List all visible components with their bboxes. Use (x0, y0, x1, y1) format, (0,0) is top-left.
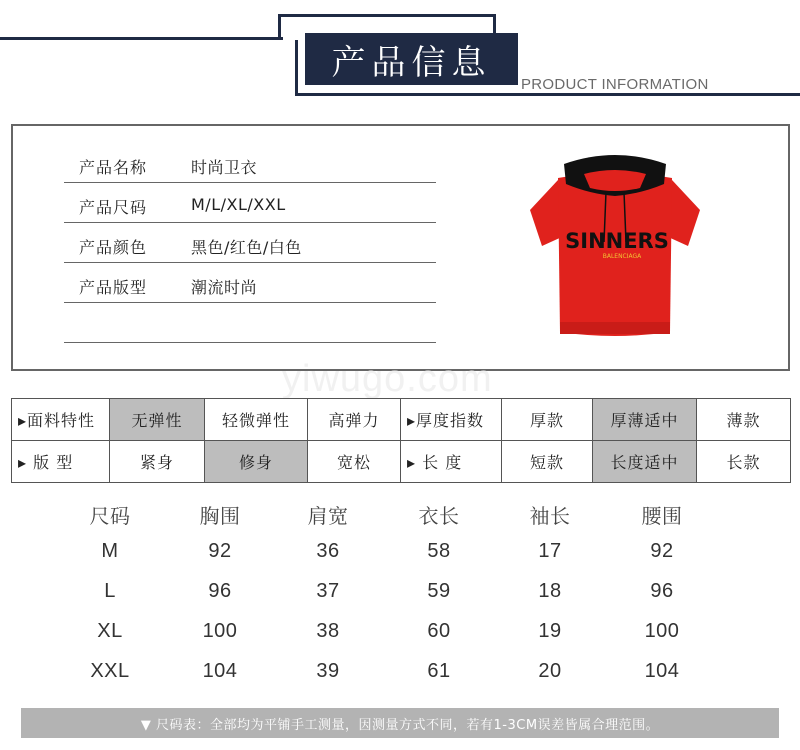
size-cell: 37 (316, 580, 340, 602)
size-header-length: 衣长 (418, 504, 460, 528)
size-table (55, 500, 745, 700)
attr-header-thickness: ▸厚度指数 (401, 399, 502, 441)
header-frame-left (278, 14, 281, 40)
info-label: 产品颜色 (79, 238, 148, 257)
header-frame-connector (295, 40, 298, 95)
size-header-shoulder: 肩宽 (307, 504, 349, 528)
header-rule-left (0, 37, 283, 40)
print-sub: BALENCIAGA (602, 253, 642, 260)
attr-option-medium-length: 长度适中 (593, 441, 697, 483)
size-cell: 96 (208, 580, 232, 602)
size-footnote: ▼ 尺码表：全部均为平铺手工测量，因测量方式不同，若有1-3CM误差皆属合理范围。 (21, 708, 779, 738)
attr-header-length: ▸ 长 度 (401, 441, 502, 483)
hood-inner (584, 170, 646, 191)
attr-option-slim: 修身 (205, 441, 308, 483)
info-value: 黑色/红色/白色 (191, 238, 302, 257)
size-cell: 20 (538, 660, 562, 682)
attr-header-fit: ▸ 版 型 (12, 441, 110, 483)
size-cell: 92 (208, 540, 232, 562)
attr-option-long: 长款 (697, 441, 791, 483)
header-frame-top (278, 14, 496, 17)
attr-option-no-stretch: 无弹性 (110, 399, 205, 441)
size-table-header (55, 500, 745, 540)
size-cell: 104 (202, 660, 238, 682)
attr-header-fabric: ▸面料特性 (12, 399, 110, 441)
table-row (55, 660, 745, 700)
info-row-size (64, 183, 436, 223)
size-cell: 100 (644, 620, 680, 642)
attr-option-high-stretch: 高弹力 (308, 399, 401, 441)
info-value: M/L/XL/XXL (191, 195, 286, 214)
size-cell: 19 (538, 620, 562, 642)
size-cell: 96 (650, 580, 674, 602)
info-value: 时尚卫衣 (191, 158, 258, 177)
size-cell: 61 (427, 660, 451, 682)
attr-option-tight: 紧身 (110, 441, 205, 483)
size-cell: 36 (316, 540, 340, 562)
info-value: 潮流时尚 (191, 278, 258, 297)
attr-row-fabric (12, 399, 791, 441)
info-row-empty (64, 303, 436, 343)
size-cell: 38 (316, 620, 340, 642)
info-label: 产品尺码 (79, 198, 148, 217)
attribute-grid (11, 398, 791, 483)
attr-option-thick: 厚款 (502, 399, 593, 441)
table-row (55, 580, 745, 620)
size-cell: 60 (427, 620, 451, 642)
size-cell: M (101, 540, 119, 562)
size-header-size: 尺码 (89, 504, 131, 528)
size-cell: XXL (90, 660, 130, 682)
section-title: 产品信息 (305, 33, 518, 85)
info-label: 产品名称 (79, 158, 148, 177)
info-label: 产品版型 (79, 278, 148, 297)
size-cell: 100 (202, 620, 238, 642)
attr-option-thin: 薄款 (697, 399, 791, 441)
print-main: SINNERS (565, 229, 669, 253)
size-header-chest: 胸围 (199, 504, 241, 528)
product-image (520, 150, 710, 350)
info-row-color (64, 223, 436, 263)
section-subtitle: PRODUCT INFORMATION (521, 76, 709, 93)
size-header-sleeve: 袖长 (529, 504, 571, 528)
table-row (55, 540, 745, 580)
size-cell: XL (97, 620, 123, 642)
header-rule-right (295, 93, 800, 96)
watermark: yiwugo.com (282, 358, 493, 400)
table-row (55, 620, 745, 660)
attr-row-fit (12, 441, 791, 483)
size-cell: L (104, 580, 116, 602)
size-cell: 59 (427, 580, 451, 602)
attr-option-short: 短款 (502, 441, 593, 483)
attr-option-loose: 宽松 (308, 441, 401, 483)
size-cell: 39 (316, 660, 340, 682)
size-cell: 17 (538, 540, 562, 562)
size-cell: 18 (538, 580, 562, 602)
size-header-waist: 腰围 (641, 504, 683, 528)
info-row-fit (64, 263, 436, 303)
info-row-name (64, 143, 436, 183)
size-cell: 58 (427, 540, 451, 562)
size-cell: 92 (650, 540, 674, 562)
attr-option-slight-stretch: 轻微弹性 (205, 399, 308, 441)
attr-option-medium-thickness: 厚薄适中 (593, 399, 697, 441)
hem-band (560, 322, 670, 334)
size-cell: 104 (644, 660, 680, 682)
